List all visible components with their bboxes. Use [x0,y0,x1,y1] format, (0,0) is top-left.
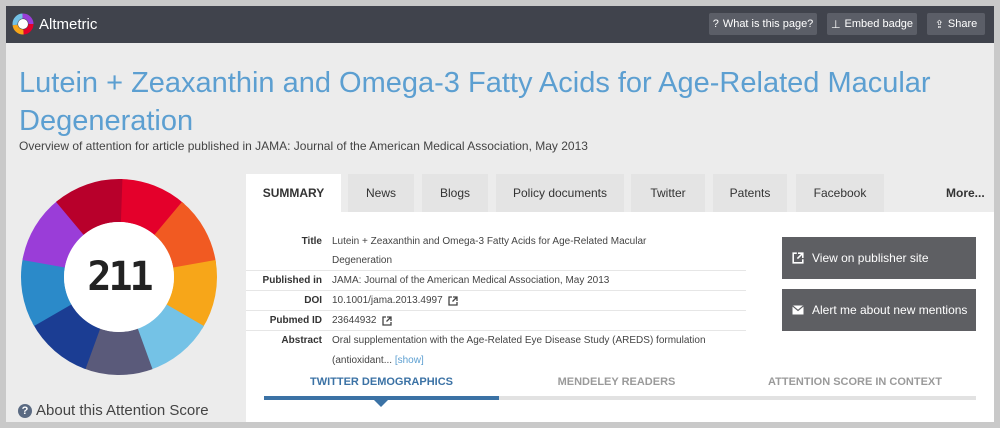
meta-published-label: Published in [262,275,322,286]
subtab-mendeley-readers[interactable]: MENDELEY READERS [557,376,676,388]
tab-twitter[interactable]: Twitter [631,174,705,212]
meta-title-value: Lutein + Zeaxanthin and Omega-3 Fatty Acids for Age-Related Macular Degeneration [332,236,647,266]
external-link-icon[interactable] [382,316,392,326]
meta-doi-value[interactable]: 10.1001/jama.2013.4997 [332,295,443,306]
attention-score-value: 211 [87,254,151,300]
share-label: Share [947,18,978,30]
what-is-this-page-button[interactable] [709,13,817,35]
subtab-twitter-demographics[interactable]: TWITTER DEMOGRAPHICS [310,376,453,388]
subtab-track [499,396,976,400]
meta-abstract-cell [332,331,707,371]
source-tabs [246,174,994,212]
question-icon: ? [712,18,719,30]
brand-name[interactable]: Altmetric [39,16,98,33]
tab-summary[interactable]: SUMMARY [246,174,341,212]
article-metadata [246,232,746,371]
tab-blogs[interactable]: Blogs [422,174,488,212]
meta-abstract-label: Abstract [281,335,322,346]
alert-me-label: Alert me about new mentions [812,303,968,317]
subtab-attention-score-in-context[interactable]: ATTENTION SCORE IN CONTEXT [768,376,942,388]
meta-doi-cell [332,291,707,310]
view-on-publisher-site-button[interactable] [782,237,976,279]
top-bar [6,6,994,43]
external-link-icon [792,252,804,264]
subtab-caret [374,400,388,407]
abstract-show-link[interactable]: [show] [394,355,424,366]
alert-me-button[interactable] [782,289,976,331]
article-subtitle: Overview of attention for article published in JAMA: Journal of the American Medical Association, May 2013 [19,139,588,153]
meta-abstract-value: Oral supplementation with the Age-Related Eye Disease Study (AREDS) formulation (antioxidant... [332,335,706,366]
embed-badge-button[interactable] [827,13,917,35]
meta-row-published [246,271,746,291]
altmetric-logo-icon[interactable] [12,13,34,35]
view-on-publisher-site-label: View on publisher site [812,251,929,265]
meta-pubmed-value[interactable]: 23644932 [332,315,377,326]
about-attention-score-label: About this Attention Score [36,402,209,419]
external-link-icon[interactable] [448,296,458,306]
meta-pubmed-cell [332,311,707,330]
meta-title-label: Title [301,236,322,247]
meta-row-title [246,232,746,271]
article-title: Lutein + Zeaxanthin and Omega-3 Fatty Acids for Age-Related Macular Degeneration [19,67,931,137]
meta-doi-label: DOI [304,295,322,306]
meta-row-doi [246,291,746,311]
summary-panel [246,212,994,422]
meta-published-value: JAMA: Journal of the American Medical Association, May 2013 [332,275,610,286]
pin-icon: ⊥ [830,18,841,31]
meta-row-pubmed [246,311,746,331]
tab-more[interactable]: More... [946,186,985,200]
what-is-this-page-label: What is this page? [722,18,814,30]
question-circle-icon: ? [18,404,32,418]
share-icon: ⇪ [934,18,944,31]
tab-news[interactable]: News [348,174,414,212]
embed-badge-label: Embed badge [844,18,914,30]
meta-pubmed-label: Pubmed ID [269,315,322,326]
page-frame [6,6,994,422]
tab-policy-documents[interactable]: Policy documents [496,174,624,212]
meta-row-abstract [246,331,746,371]
share-button[interactable] [927,13,985,35]
detail-subtabs [264,370,976,400]
tab-patents[interactable]: Patents [713,174,787,212]
envelope-icon [792,305,804,315]
tab-facebook[interactable]: Facebook [796,174,884,212]
about-attention-score-link[interactable] [18,402,209,419]
